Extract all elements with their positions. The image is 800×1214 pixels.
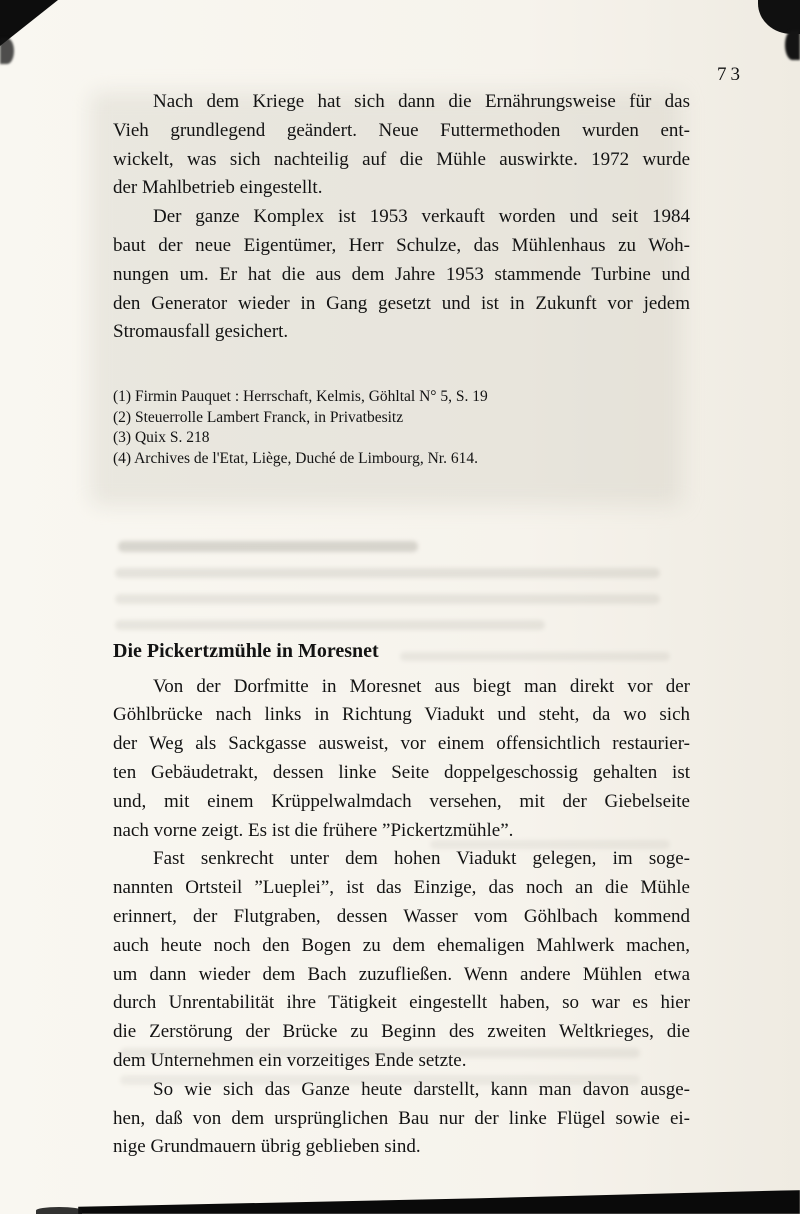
text-line: der Mahlbetrieb eingestellt.: [113, 177, 323, 199]
intro-paragraphs: [113, 88, 690, 347]
text-line: wickelt, was sich nachteilig auf die Mühle auswirkte. 1972 wurde: [113, 148, 690, 170]
footnote: (2) Steuerrolle Lambert Franck, in Privatbesitz: [113, 408, 404, 426]
text-line: ten Gebäudetrakt, dessen linke Seite doppelgeschossig gehalten ist: [113, 761, 690, 783]
text-line: den Generator wieder in Gang gesetzt und ist in Zukunft vor jedem: [113, 292, 690, 314]
text-line: erinnert, der Flutgraben, dessen Wasser vom Göhlbach kommend: [113, 905, 690, 927]
text-line: Stromausfall gesichert.: [113, 321, 289, 343]
footnote: (4) Archives de l'Etat, Liège, Duché de Limbourg, Nr. 614.: [113, 449, 478, 467]
section-paragraphs: [113, 673, 690, 1163]
section-heading: Die Pickertzmühle in Moresnet: [113, 639, 379, 662]
text-line: Von der Dorfmitte in Moresnet aus biegt man direkt vor der: [153, 675, 690, 697]
footnotes: [113, 387, 690, 469]
text-line: Göhlbrücke nach links in Richtung Viadukt und steht, da wo sich: [113, 704, 690, 726]
page-number: 73: [717, 64, 744, 85]
text-line: nach vorne zeigt. Es ist die frühere ”Pickertzmühle”.: [113, 819, 514, 841]
paragraph: [113, 673, 690, 846]
text-line: nannten Ortsteil ”Lueplei”, ist das Einzige, das noch an die Mühle: [113, 877, 690, 899]
scan-bottom-edge-band: [78, 1190, 800, 1214]
page-content: [113, 88, 690, 1162]
scan-bottom-left-mark: [36, 1207, 82, 1214]
text-line: So wie sich das Ganze heute darstellt, kann man davon ausge-: [153, 1078, 690, 1100]
text-line: auch heute noch den Bogen zu dem ehemaligen Mahlwerk machen,: [113, 934, 690, 956]
text-line: Der ganze Komplex ist 1953 verkauft worden und seit 1984: [153, 206, 690, 228]
paragraph: [113, 1076, 690, 1162]
text-line: Nach dem Kriege hat sich dann die Ernährungsweise für das: [153, 91, 690, 112]
paragraph: [113, 88, 690, 203]
text-line: baut der neue Eigentümer, Herr Schulze, das Mühlenhaus zu Woh-: [113, 234, 690, 256]
text-line: hen, daß von dem ursprünglichen Bau nur der linke Flügel sowie ei-: [113, 1107, 690, 1129]
text-line: um dann wieder dem Bach zuzufließen. Wenn andere Mühlen etwa: [113, 963, 690, 985]
text-line: und, mit einem Krüppelwalmdach versehen, mit der Giebelseite: [113, 790, 690, 812]
footnote: (1) Firmin Pauquet : Herrschaft, Kelmis, Göhltal N° 5, S. 19: [113, 388, 488, 406]
text-line: nungen um. Er hat die aus dem Jahre 1953 stammende Turbine und: [113, 263, 690, 285]
footnote: (3) Quix S. 218: [113, 429, 210, 447]
text-line: die Zerstörung der Brücke zu Beginn des zweiten Weltkrieges, die: [113, 1021, 690, 1043]
scan-corner-top-right-blob: [785, 30, 800, 60]
text-line: der Weg als Sackgasse ausweist, vor einem offensichtlich restaurier-: [113, 733, 690, 755]
text-line: Fast senkrecht unter dem hohen Viadukt gelegen, im soge-: [153, 848, 690, 870]
text-line: dem Unternehmen ein vorzeitiges Ende setzte.: [113, 1049, 467, 1071]
text-line: Vieh grundlegend geändert. Neue Futtermethoden wurden ent-: [113, 119, 690, 141]
scan-corner-top-left-smear: [0, 38, 14, 64]
text-line: durch Unrentabilität ihre Tätigkeit eingestellt haben, so war es hier: [113, 992, 690, 1014]
paragraph: [113, 845, 690, 1075]
text-line: nige Grundmauern übrig geblieben sind.: [113, 1136, 421, 1158]
paragraph: [113, 203, 690, 347]
scan-corner-top-right: [758, 0, 800, 34]
